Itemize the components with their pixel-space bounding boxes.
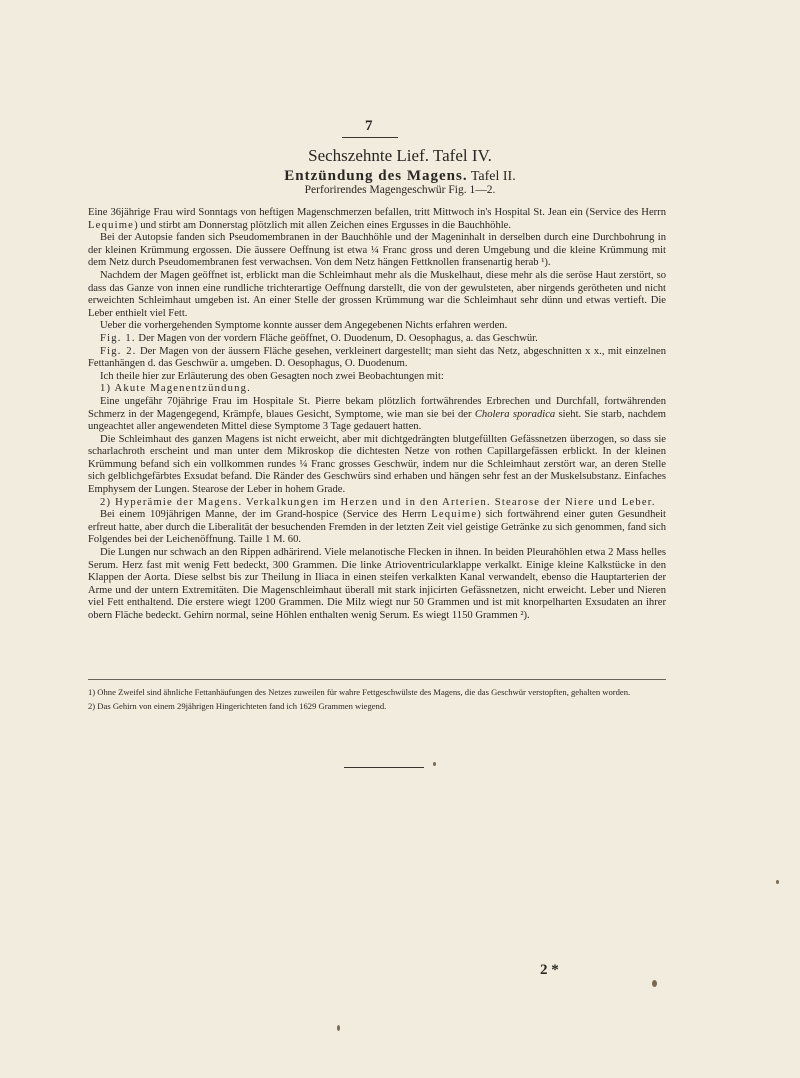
text-run: Der Magen von der vordern Fläche geöffnet, O. Duodenum, D. Oesophagus, a. das Geschwür.	[135, 332, 538, 344]
person-name: Lequime	[88, 219, 135, 231]
footnote-1: 1) Ohne Zweifel sind ähnliche Fettanhäufungen des Netzes zuweilen für wahre Fettgeschwülste des Magens, die das Geschwür verstopften, gehalten worden.	[88, 687, 631, 697]
text-run: ) und stirbt am Donnerstag plötzlich mit allen Zeichen eines Ergusses in die Bauchhöhle.	[134, 219, 512, 231]
paper-spot	[433, 762, 436, 766]
footnote-2: 2) Das Gehirn von einem 29jährigen Hingerichteten fand ich 1629 Grammen wiegend.	[88, 701, 387, 711]
paragraph-10: Die Schleimhaut des ganzen Magens ist nicht erweicht, aber mit dichtgedrängten blutgefüllten Gefässnetzen überzogen, so dass sie scharlachroth erscheint und man unter dem Mikroskop die dichtesten Netze von rothen Capillargefässen erblickt. In der kleinen Krümmung befand sich ein vollkommen rundes ¼ Franc grosses Geschwür, indem nur die Schleimhaut zerstört war, an deren Stelle sich gelblichgefärbtes Exsudat befand. Die Ränder des Geschwürs sind erhaben und hängen sehr fest an der Muskelsubstanz. Einfaches Emphysem der Lungen. Stearose der Leber in hohem Grade.	[88, 433, 666, 496]
header-rule	[342, 137, 398, 138]
body-text	[88, 207, 666, 623]
section-title-plate: Tafel II.	[470, 169, 516, 184]
person-name: Lequime	[431, 509, 478, 521]
section-caption: Perforirendes Magengeschwür Fig. 1—2.	[304, 184, 496, 196]
section-title	[0, 168, 800, 185]
section-title-main: Entzündung des Magens.	[284, 168, 468, 184]
footnote-rule	[88, 679, 666, 680]
paragraph-3: Nachdem der Magen geöffnet ist, erblickt man die Schleimhaut mehr als die Muskelhaut, diese mehr als die seröse Haut zerstört, so dass das Ganze von innen eine rundliche trichterartige Oeffnung darstellt, die von der gewulsteten, aber nirgends gerötheten und nicht erweichten Schleimhaut umgeben ist. An einer Stelle der grossen Krümmung war die Schleimhaut sehr dünn und etwas vertieft. Die Leber enthielt viel Fett.	[88, 269, 666, 319]
paragraph-1	[88, 207, 666, 232]
italic-term: Cholera sporadica	[474, 408, 556, 420]
text-run: Der Magen von der äussern Fläche gesehen, verkleinert dargestellt; man sieht das Netz, abgeschnitten x x., mit einzelnen Fettanhängen d. das Geschwür a. umgeben. D. Oesophagus, O. Duodenum.	[88, 345, 666, 370]
text-run: ) sich fortwährend einer guten Gesundheit erfreut hatte, aber durch die Liberalität der besuchenden Fremden in der letzten Zeit viel geistige Getränke zu sich genommen, fand sich Folgendes bei der Leichenöffnung. Taille 1 M. 60.	[88, 509, 666, 546]
paper-spot	[776, 880, 779, 884]
end-rule	[344, 767, 424, 768]
figure-label: Fig. 1.	[100, 332, 136, 344]
text-run: Eine 36jährige Frau wird Sonntags von heftigen Magenschmerzen befallen, tritt Mittwoch in's Hospital St. Jean ein (Service des Herrn	[88, 207, 666, 218]
paragraph-7: Ich theile hier zur Erläuterung des oben Gesagten noch zwei Beobachtungen mit:	[100, 370, 444, 382]
paragraph-9	[88, 396, 666, 434]
paragraph-4: Ueber die vorhergehenden Symptome konnte ausser dem Angegebenen Nichts erfahren werden.	[100, 320, 508, 332]
paragraph-2: Bei der Autopsie fanden sich Pseudomembranen in der Bauchhöhle und der Mageninhalt in derselben durch eine Durchbohrung in der kleinen Krümmung ergossen. Die äussere Oeffnung ist etwa ¼ Franc gross und deren Umgebung und die kleine Krümmung mit dem Netz durch Pseudomembranen fest verwachsen. Von dem Netz hängen Fettknollen fransenartig herab ¹).	[88, 232, 666, 269]
paragraph-13: Die Lungen nur schwach an den Rippen adhärirend. Viele melanotische Flecken in ihnen. In beiden Pleurahöhlen etwa 2 Mass helles Serum. Herz fast mit wenig Fett bedeckt, 300 Grammen. Die linke Atrioventricularklappe verkalkt. Einige kleine Kalkstücke in den Klappen der Aorta. Diese selbst bis zur Theilung in Iliaca in einen steifen verkalkten Kanal verwandelt, ebenso die Hauptarterien der Arme und der untern Extremitäten. Die Magenschleimhaut überall mit stark injicirten Gefässnetzen, nicht erweicht. Leber und Nieren viel Fett enthaltend. Die erstere wiegt 1200 Grammen. Die Milz wiegt nur 50 Grammen und ist mit knorpelharten Exsudaten an ihrer obern Fläche bedeckt. Gehirn normal, seine Höhlen enthalten wenig Serum. Es wiegt 1150 Grammen ²).	[88, 547, 666, 621]
paragraph-12	[88, 509, 666, 547]
text-run: Bei einem 109jährigen Manne, der im Grand-hospice (Service des Herrn	[100, 509, 432, 521]
figure-label: Fig. 2.	[100, 345, 137, 357]
observation-2-heading: 2) Hyperämie der Magens. Verkalkungen im Herzen und in den Arterien. Stearose der Niere und Leber.	[100, 496, 656, 508]
text-run: sieht. Sie starb, nachdem ungeachtet aller angewendeten Mittel diese Symptome 3 Tage gedauert hatten.	[88, 408, 667, 433]
paper-spot	[652, 980, 657, 987]
figure-1-caption	[88, 333, 666, 346]
text-run: Eine ungefähr 70jährige Frau im Hospitale St. Pierre bekam plötzlich fortwährendes Erbrechen und Durchfall, fortwährenden Schmerz in der Magengegend, Krämpfe, blaues Gesicht, Symptome, wie man sie bei der	[88, 395, 666, 420]
paper-spot	[337, 1025, 340, 1031]
signature-mark: 2 *	[540, 962, 559, 978]
page-title: Sechszehnte Lief. Tafel IV.	[308, 146, 492, 165]
page-number: 7	[365, 118, 373, 134]
figure-2-caption	[88, 346, 666, 371]
observation-1-heading: 1) Akute Magenentzündung.	[100, 383, 251, 395]
footnotes	[88, 687, 666, 715]
